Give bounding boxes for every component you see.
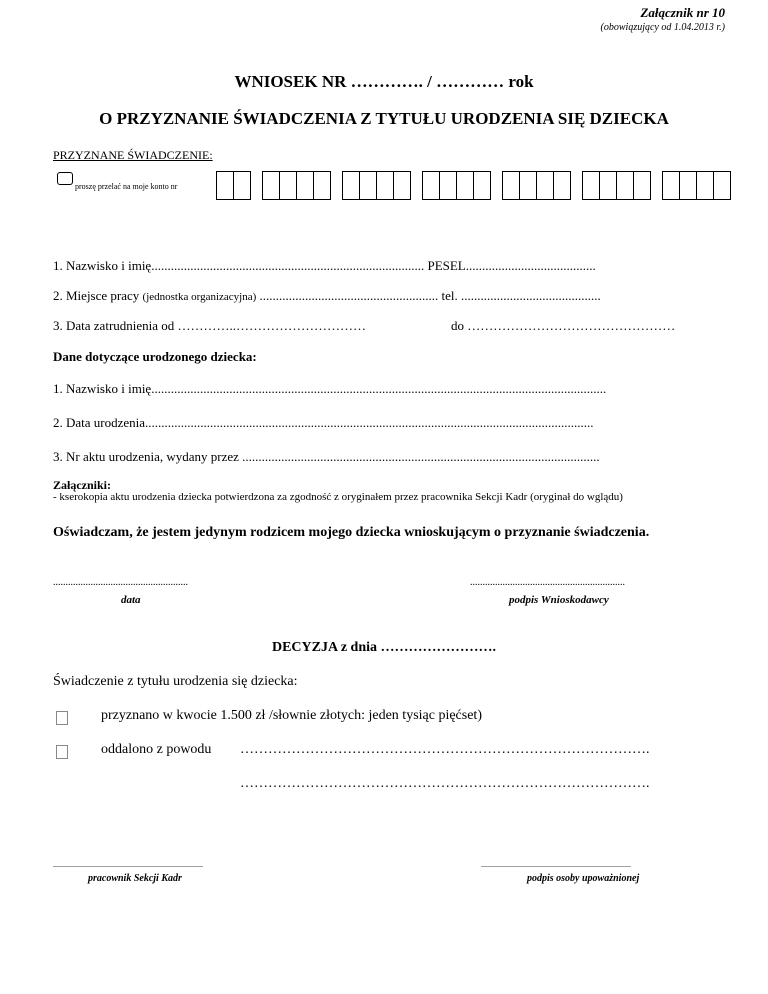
employee-name-label: 1. Nazwisko i imię xyxy=(53,258,152,273)
account-digit-cell[interactable] xyxy=(634,172,651,199)
account-digit-cell[interactable] xyxy=(423,172,440,199)
account-digit-cell[interactable] xyxy=(234,172,251,199)
account-digit-group[interactable] xyxy=(216,171,251,200)
decision-heading: DECYZJA z dnia ……………………. xyxy=(271,640,497,655)
form-subtitle: O PRZYZNANIE ŚWIADCZENIA Z TYTUŁU URODZENIA SIĘ DZIECKA xyxy=(99,109,669,128)
hr-employee-signature-field[interactable]: ........................................................................... xyxy=(53,860,203,869)
workplace-field[interactable]: ....................................................... xyxy=(259,288,439,303)
account-digit-cell[interactable] xyxy=(503,172,520,199)
account-digit-cell[interactable] xyxy=(343,172,360,199)
authorized-signature-label: podpis osoby upoważnionej xyxy=(527,873,640,884)
employee-name-field[interactable]: .................................................................................... xyxy=(151,258,425,273)
account-digit-cell[interactable] xyxy=(554,172,571,199)
rejected-checkbox[interactable] xyxy=(56,745,68,759)
form-title: WNIOSEK NR …………. / ………… rok xyxy=(234,72,534,91)
account-digit-cell[interactable] xyxy=(714,172,731,199)
birth-date-field[interactable]: .......................................................................................................................................... xyxy=(145,415,594,430)
birth-cert-line xyxy=(53,449,600,465)
child-name-label: 1. Nazwisko i imię xyxy=(53,381,152,396)
rejected-reason-field-1[interactable]: ……………………………………………………………………………. xyxy=(240,742,650,757)
decision-intro: Świadczenie z tytułu urodzenia się dziecka: xyxy=(53,674,298,689)
account-digit-cell[interactable] xyxy=(297,172,314,199)
account-digit-cell[interactable] xyxy=(600,172,617,199)
account-digit-cell[interactable] xyxy=(314,172,331,199)
account-digit-cell[interactable] xyxy=(394,172,411,199)
account-digit-group[interactable] xyxy=(422,171,491,200)
account-digit-cell[interactable] xyxy=(697,172,714,199)
workplace-line xyxy=(53,288,601,304)
attachment-number: Załącznik nr 10 xyxy=(640,5,725,20)
account-digit-cell[interactable] xyxy=(263,172,280,199)
valid-from-note: (obowiązujący od 1.04.2013 r.) xyxy=(600,22,725,33)
hr-employee-label: pracownik Sekcji Kadr xyxy=(88,873,182,884)
granted-checkbox[interactable] xyxy=(56,711,68,725)
applicant-signature-field[interactable]: .............................................................. xyxy=(470,577,625,588)
employment-to-label: do xyxy=(451,318,464,333)
account-digit-group[interactable] xyxy=(502,171,571,200)
account-digit-cell[interactable] xyxy=(217,172,234,199)
account-digit-cell[interactable] xyxy=(457,172,474,199)
employment-from-field[interactable]: …………..………………………… xyxy=(177,318,367,333)
account-digit-cell[interactable] xyxy=(280,172,297,199)
granted-text: przyznano w kwocie 1.500 zł /słownie złotych: jeden tysiąc pięćset) xyxy=(101,708,482,723)
rejected-text: oddalono z powodu xyxy=(101,742,212,757)
attachments-item: - kserokopia aktu urodzenia dziecka potwierdzona za zgodność z oryginałem przez pracownika Sekcji Kadr (oryginał do wglądu) xyxy=(53,491,623,503)
authorized-signature-field[interactable]: ........................................................................... xyxy=(481,860,631,869)
date-field[interactable]: ...................................................... xyxy=(53,577,188,588)
child-name-field[interactable]: ............................................................................................................................................ xyxy=(151,381,607,396)
birth-date-line xyxy=(53,415,594,431)
parent-statement: Oświadczam, że jestem jedynym rodzicem mojego dziecka wnioskującym o przyznanie świadczenia. xyxy=(53,525,650,540)
employment-label: 3. Data zatrudnienia od xyxy=(53,318,175,333)
workplace-note: (jednostka organizacyjna) xyxy=(142,291,257,303)
employment-date-line xyxy=(53,318,366,334)
applicant-signature-label: podpis Wnioskodawcy xyxy=(509,594,609,606)
transfer-checkbox[interactable] xyxy=(57,172,73,185)
employment-to-line xyxy=(451,318,675,334)
birth-cert-label: 3. Nr aktu urodzenia, wydany przez xyxy=(53,449,239,464)
account-digit-cell[interactable] xyxy=(680,172,697,199)
tel-label: tel. xyxy=(441,288,458,303)
tel-field[interactable]: ........................................... xyxy=(461,288,601,303)
account-digit-group[interactable] xyxy=(262,171,331,200)
employee-name-line xyxy=(53,258,596,274)
rejected-reason-field-2[interactable]: ……………………………………………………………………………. xyxy=(240,776,650,791)
employment-to-field[interactable]: ………………………………………… xyxy=(467,318,676,333)
attachments-heading: Załączniki: xyxy=(53,478,112,492)
account-digit-cell[interactable] xyxy=(537,172,554,199)
date-label: data xyxy=(121,594,141,606)
pesel-field[interactable]: ........................................ xyxy=(465,258,596,273)
child-heading: Dane dotyczące urodzonego dziecka: xyxy=(53,349,257,364)
account-digit-group[interactable] xyxy=(582,171,651,200)
account-digit-cell[interactable] xyxy=(474,172,491,199)
account-digit-cell[interactable] xyxy=(377,172,394,199)
workplace-label: 2. Miejsce pracy xyxy=(53,288,140,303)
birth-cert-field[interactable]: .............................................................................................................. xyxy=(242,449,600,464)
account-digit-cell[interactable] xyxy=(360,172,377,199)
pesel-label: PESEL xyxy=(427,258,466,273)
account-digit-cell[interactable] xyxy=(663,172,680,199)
account-digit-cell[interactable] xyxy=(520,172,537,199)
account-digit-cell[interactable] xyxy=(583,172,600,199)
child-name-line xyxy=(53,381,606,397)
account-digit-group[interactable] xyxy=(662,171,731,200)
birth-date-label: 2. Data urodzenia xyxy=(53,415,146,430)
account-digit-group[interactable] xyxy=(342,171,411,200)
transfer-label: proszę przelać na moje konto nr xyxy=(75,182,178,191)
account-digit-cell[interactable] xyxy=(440,172,457,199)
benefit-heading: PRZYZNANE ŚWIADCZENIE: xyxy=(53,148,213,162)
account-digit-cell[interactable] xyxy=(617,172,634,199)
